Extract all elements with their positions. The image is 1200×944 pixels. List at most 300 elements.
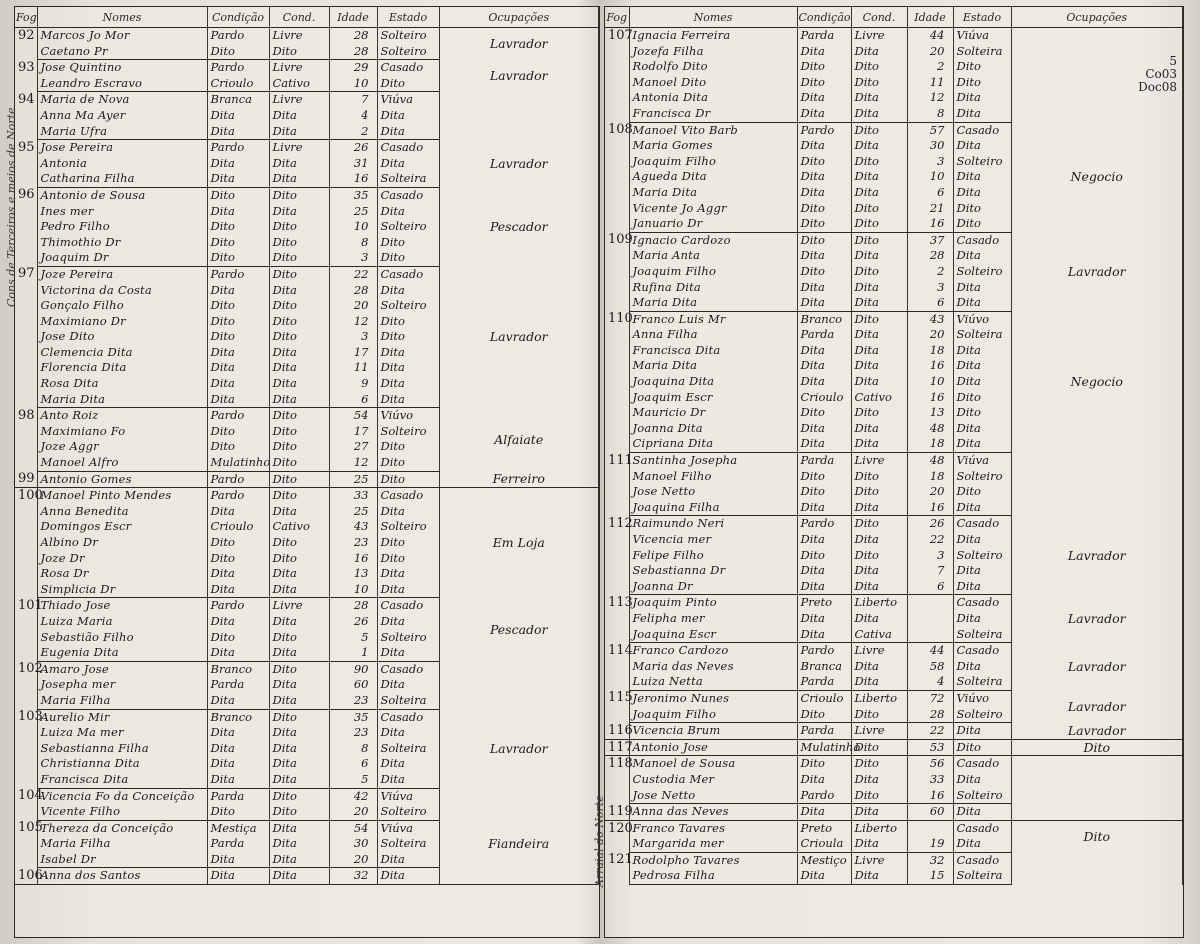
person-marital: Solteira	[953, 674, 1011, 690]
person-age: 44	[907, 28, 953, 44]
person-name: Antonia	[37, 156, 207, 172]
person-name: Maria das Neves	[629, 659, 797, 675]
person-age: 20	[907, 44, 953, 60]
person-name: Joaquim Filho	[629, 264, 797, 280]
person-name: Simplicia Dr	[37, 582, 207, 598]
person-condition: Dita	[797, 421, 851, 437]
person-name: Jose Dito	[37, 329, 207, 345]
person-status: Livre	[269, 60, 329, 76]
person-name: Luiza Ma mer	[37, 725, 207, 741]
household-occupation: Lavrador	[1011, 232, 1183, 311]
person-status: Dito	[851, 707, 907, 723]
person-status: Dita	[269, 108, 329, 124]
person-condition: Branca	[797, 659, 851, 675]
person-status: Dita	[851, 138, 907, 154]
person-condition: Dito	[797, 707, 851, 723]
person-status: Dita	[269, 392, 329, 408]
person-condition: Dito	[797, 756, 851, 772]
household-occupation: Ferreiro	[439, 471, 599, 488]
household-occupation: Dito	[1011, 820, 1183, 852]
person-status: Dito	[269, 455, 329, 471]
person-age: 33	[907, 772, 953, 788]
person-marital: Dito	[377, 439, 439, 455]
person-age: 8	[329, 741, 377, 757]
person-condition: Dita	[797, 611, 851, 627]
person-marital: Dito	[953, 75, 1011, 91]
person-age: 29	[329, 60, 377, 76]
person-name: Maria de Nova	[37, 92, 207, 108]
person-name: Vicencia mer	[629, 532, 797, 548]
person-age: 56	[907, 756, 953, 772]
person-marital: Dita	[377, 868, 439, 885]
person-condition: Preto	[797, 595, 851, 611]
household-occupation: Lavrador	[1011, 690, 1183, 722]
person-marital: Dita	[953, 772, 1011, 788]
person-marital: Casado	[377, 266, 439, 282]
header-nome: Nomes	[37, 7, 207, 28]
person-condition: Dita	[207, 741, 269, 757]
person-status: Dito	[851, 484, 907, 500]
person-name: Maria Filha	[37, 693, 207, 709]
person-marital: Viúva	[953, 28, 1011, 44]
person-condition: Pardo	[207, 266, 269, 282]
header-row	[605, 7, 1183, 28]
person-condition: Dita	[797, 804, 851, 821]
person-age	[907, 595, 953, 611]
person-condition: Mestiço	[797, 852, 851, 868]
person-age: 3	[907, 548, 953, 564]
household-number: 120	[605, 820, 629, 852]
person-age: 10	[907, 374, 953, 390]
household-block	[15, 266, 599, 407]
person-age: 6	[907, 295, 953, 311]
person-row	[605, 516, 1183, 532]
person-age: 27	[329, 439, 377, 455]
person-name: Manoel Dito	[629, 75, 797, 91]
person-name: Pedro Filho	[37, 219, 207, 235]
person-marital: Dita	[377, 645, 439, 661]
person-age: 26	[329, 614, 377, 630]
person-marital: Dita	[377, 204, 439, 220]
person-condition: Pardo	[207, 598, 269, 614]
person-name: Joze Pereira	[37, 266, 207, 282]
person-status: Dita	[269, 868, 329, 885]
person-marital: Dita	[953, 138, 1011, 154]
person-marital: Solteiro	[953, 154, 1011, 170]
person-marital: Casado	[953, 820, 1011, 836]
person-condition: Dita	[797, 138, 851, 154]
person-name: Catharina Filha	[37, 171, 207, 187]
household-occupation	[1011, 804, 1183, 821]
person-name: Felipe Filho	[629, 548, 797, 564]
header-ocupacao: Ocupações	[439, 7, 599, 28]
person-marital: Casado	[377, 488, 439, 504]
person-age: 5	[329, 630, 377, 646]
person-row	[605, 852, 1183, 868]
person-row	[605, 122, 1183, 138]
person-name: Marcos Jo Mor	[37, 28, 207, 44]
person-status: Livre	[269, 140, 329, 156]
person-status: Liberto	[851, 820, 907, 836]
person-condition: Dito	[797, 484, 851, 500]
person-age	[907, 820, 953, 836]
household-block	[605, 643, 1183, 691]
person-name: Manoel Alfro	[37, 455, 207, 471]
person-marital: Dita	[953, 532, 1011, 548]
person-name: Rosa Dita	[37, 376, 207, 392]
person-name: Francisca Dita	[37, 772, 207, 788]
household-block	[605, 820, 1183, 852]
person-age: 6	[329, 392, 377, 408]
person-marital: Dita	[953, 90, 1011, 106]
person-name: Maria Filha	[37, 836, 207, 852]
household-block	[15, 709, 599, 788]
person-age: 12	[329, 314, 377, 330]
person-age: 13	[329, 566, 377, 582]
person-condition: Dito	[797, 59, 851, 75]
person-marital: Dito	[377, 535, 439, 551]
person-marital: Solteiro	[377, 424, 439, 440]
person-condition: Pardo	[207, 60, 269, 76]
person-status: Dito	[269, 551, 329, 567]
person-name: Amaro Jose	[37, 661, 207, 677]
person-marital: Dito	[953, 739, 1011, 756]
person-age: 60	[329, 677, 377, 693]
person-marital: Solteiro	[377, 630, 439, 646]
person-status: Livre	[269, 28, 329, 44]
header-ocupacao: Ocupações	[1011, 7, 1183, 28]
person-condition: Dito	[797, 264, 851, 280]
person-marital: Dito	[377, 314, 439, 330]
household-occupation: Lavrador	[439, 266, 599, 407]
person-condition: Dita	[797, 563, 851, 579]
person-marital: Dita	[953, 295, 1011, 311]
person-status: Dita	[851, 374, 907, 390]
person-status: Dita	[269, 360, 329, 376]
household-occupation: Lavrador	[1011, 723, 1183, 740]
person-name: Anna Ma Ayer	[37, 108, 207, 124]
person-age: 25	[329, 204, 377, 220]
household-block	[15, 471, 599, 488]
person-marital: Dita	[953, 804, 1011, 821]
household-occupation: Pescador	[439, 598, 599, 661]
person-name: Jose Pereira	[37, 140, 207, 156]
person-marital: Dita	[953, 836, 1011, 852]
person-status: Livre	[851, 723, 907, 740]
person-marital: Casado	[953, 643, 1011, 659]
person-age: 54	[329, 820, 377, 836]
household-occupation	[439, 661, 599, 709]
person-condition: Dita	[207, 772, 269, 788]
person-marital: Solteiro	[377, 519, 439, 535]
person-age: 22	[907, 723, 953, 740]
person-status: Dita	[269, 772, 329, 788]
person-status: Dita	[851, 44, 907, 60]
household-occupation	[1011, 453, 1183, 516]
household-block	[15, 598, 599, 661]
household-block	[15, 92, 599, 140]
person-condition: Parda	[797, 453, 851, 469]
person-status: Dito	[851, 516, 907, 532]
person-marital: Casado	[953, 122, 1011, 138]
person-marital: Dito	[953, 405, 1011, 421]
person-status: Dita	[851, 836, 907, 852]
person-marital: Casado	[377, 709, 439, 725]
person-name: Anna das Neves	[629, 804, 797, 821]
household-number: 97	[15, 266, 37, 407]
person-condition: Dita	[207, 645, 269, 661]
person-condition: Parda	[207, 788, 269, 804]
person-name: Vicente Jo Aggr	[629, 201, 797, 217]
person-condition: Dito	[207, 187, 269, 203]
household-block	[15, 28, 599, 60]
person-status: Dita	[269, 820, 329, 836]
household-block	[605, 516, 1183, 595]
person-marital: Solteira	[953, 327, 1011, 343]
person-status: Liberto	[851, 595, 907, 611]
person-age: 8	[329, 235, 377, 251]
person-status: Cativo	[851, 390, 907, 406]
person-name: Joaquina Escr	[629, 627, 797, 643]
person-marital: Dito	[953, 484, 1011, 500]
person-marital: Dito	[377, 471, 439, 488]
person-status: Dita	[269, 345, 329, 361]
person-status: Dito	[851, 232, 907, 248]
person-name: Thiado Jose	[37, 598, 207, 614]
header-fogo: Fog	[15, 7, 37, 28]
person-age: 28	[329, 44, 377, 60]
person-age: 16	[329, 551, 377, 567]
person-condition: Dito	[797, 405, 851, 421]
person-status: Dita	[851, 327, 907, 343]
person-status: Dito	[269, 314, 329, 330]
person-marital: Dito	[953, 216, 1011, 232]
person-status: Dito	[269, 709, 329, 725]
household-number: 115	[605, 690, 629, 722]
person-age: 53	[907, 739, 953, 756]
person-age: 11	[907, 75, 953, 91]
person-row	[605, 723, 1183, 740]
person-status: Dita	[269, 645, 329, 661]
household-number: 121	[605, 852, 629, 884]
person-name: Joaquim Pinto	[629, 595, 797, 611]
household-number: 110	[605, 311, 629, 452]
person-name: Rodolpho Tavares	[629, 852, 797, 868]
person-condition: Crioula	[797, 836, 851, 852]
person-marital: Dita	[377, 756, 439, 772]
person-age: 13	[907, 405, 953, 421]
person-age: 3	[329, 250, 377, 266]
person-row	[15, 471, 599, 488]
household-number: 93	[15, 60, 37, 92]
person-name: Joaquim Filho	[629, 154, 797, 170]
person-name: Aurelio Mir	[37, 709, 207, 725]
person-name: Felipha mer	[629, 611, 797, 627]
left-page	[5, 6, 600, 938]
person-status: Livre	[269, 92, 329, 108]
household-block	[605, 690, 1183, 722]
person-name: Anto Roiz	[37, 408, 207, 424]
person-marital: Dita	[953, 358, 1011, 374]
person-condition: Parda	[797, 327, 851, 343]
person-name: Joze Aggr	[37, 439, 207, 455]
household-block	[605, 852, 1183, 884]
person-marital: Solteiro	[377, 804, 439, 820]
header-estado: Estado	[953, 7, 1011, 28]
household-number: 107	[605, 28, 629, 123]
person-marital: Dita	[377, 376, 439, 392]
person-condition: Dito	[797, 75, 851, 91]
person-name: Joze Dr	[37, 551, 207, 567]
stamp-line: 5	[1169, 54, 1177, 68]
person-condition: Pardo	[797, 788, 851, 804]
person-status: Dita	[269, 582, 329, 598]
person-status: Dita	[269, 677, 329, 693]
person-marital: Casado	[953, 516, 1011, 532]
person-condition: Parda	[797, 28, 851, 44]
person-name: Florencia Dita	[37, 360, 207, 376]
person-marital: Viúva	[953, 453, 1011, 469]
person-marital: Dita	[377, 108, 439, 124]
person-condition: Parda	[797, 674, 851, 690]
person-marital: Solteiro	[953, 788, 1011, 804]
person-age: 20	[329, 298, 377, 314]
person-condition: Dito	[797, 548, 851, 564]
person-status: Dito	[851, 154, 907, 170]
person-row	[15, 820, 599, 836]
person-age: 4	[907, 674, 953, 690]
household-block	[15, 60, 599, 92]
person-condition: Preto	[797, 820, 851, 836]
household-occupation: Negocio	[1011, 122, 1183, 232]
person-status: Dita	[269, 836, 329, 852]
person-name: Vicencia Brum	[629, 723, 797, 740]
household-block	[605, 311, 1183, 452]
person-age: 8	[907, 106, 953, 122]
person-name: Manoel Vito Barb	[629, 122, 797, 138]
person-age: 1	[329, 645, 377, 661]
person-age: 54	[329, 408, 377, 424]
person-status: Dito	[851, 59, 907, 75]
person-name: Rosa Dr	[37, 566, 207, 582]
person-condition: Dita	[797, 90, 851, 106]
person-marital: Casado	[377, 598, 439, 614]
household-block	[605, 804, 1183, 821]
person-name: Joaquina Filha	[629, 500, 797, 516]
person-status: Dito	[851, 788, 907, 804]
person-status: Dito	[269, 471, 329, 488]
person-condition: Crioulo	[207, 519, 269, 535]
person-name: Francisca Dita	[629, 343, 797, 359]
person-name: Franco Tavares	[629, 820, 797, 836]
person-marital: Solteiro	[377, 298, 439, 314]
person-name: Clemencia Dita	[37, 345, 207, 361]
person-condition: Crioulo	[797, 690, 851, 706]
person-name: Sebastião Filho	[37, 630, 207, 646]
person-status: Dita	[851, 868, 907, 884]
person-status: Dito	[851, 311, 907, 327]
person-marital: Solteira	[377, 836, 439, 852]
person-name: Custodia Mer	[629, 772, 797, 788]
header-estado: Estado	[377, 7, 439, 28]
household-occupation: Negocio	[1011, 311, 1183, 452]
person-status: Dito	[269, 44, 329, 60]
household-block	[15, 820, 599, 868]
person-age: 25	[329, 471, 377, 488]
person-marital: Dita	[953, 169, 1011, 185]
person-condition: Dita	[207, 725, 269, 741]
person-name: Mauricio Dr	[629, 405, 797, 421]
person-condition: Branco	[207, 661, 269, 677]
person-name: Luiza Netta	[629, 674, 797, 690]
person-name: Franco Cardozo	[629, 643, 797, 659]
person-condition: Dito	[207, 424, 269, 440]
person-age: 10	[329, 219, 377, 235]
household-number: 101	[15, 598, 37, 661]
person-row	[15, 868, 599, 885]
household-number: 102	[15, 661, 37, 709]
person-name: Ignacio Cardozo	[629, 232, 797, 248]
person-age: 3	[907, 154, 953, 170]
person-status: Dita	[269, 741, 329, 757]
person-status: Dita	[851, 772, 907, 788]
person-name: Ines mer	[37, 204, 207, 220]
household-number: 116	[605, 723, 629, 740]
household-block	[605, 122, 1183, 232]
person-marital: Solteira	[953, 44, 1011, 60]
person-age: 18	[907, 469, 953, 485]
person-status: Dito	[851, 201, 907, 217]
right-page	[593, 6, 1184, 938]
person-status: Dita	[851, 90, 907, 106]
person-row	[15, 140, 599, 156]
person-age: 10	[329, 582, 377, 598]
person-condition: Dita	[207, 614, 269, 630]
person-age: 22	[329, 266, 377, 282]
person-name: Antonio Gomes	[37, 471, 207, 488]
person-age: 16	[907, 358, 953, 374]
household-block	[15, 408, 599, 471]
person-name: Anna dos Santos	[37, 868, 207, 885]
person-status: Dita	[269, 124, 329, 140]
person-row	[15, 92, 599, 108]
person-status: Dito	[851, 739, 907, 756]
person-age: 20	[907, 484, 953, 500]
household-occupation: Lavrador	[1011, 643, 1183, 691]
person-name: Josepha mer	[37, 677, 207, 693]
census-table-right	[605, 7, 1183, 885]
person-name: Januario Dr	[629, 216, 797, 232]
person-age: 22	[907, 532, 953, 548]
household-number: 100	[15, 488, 37, 598]
person-age: 3	[907, 280, 953, 296]
person-status: Dita	[269, 283, 329, 299]
person-age: 2	[329, 124, 377, 140]
person-age: 5	[329, 772, 377, 788]
person-marital: Dita	[377, 124, 439, 140]
person-condition: Mulatinho	[797, 739, 851, 756]
person-status: Dita	[269, 725, 329, 741]
person-name: Luiza Maria	[37, 614, 207, 630]
person-marital: Solteira	[377, 171, 439, 187]
person-name: Maria Dita	[37, 392, 207, 408]
person-age: 11	[329, 360, 377, 376]
person-marital: Dita	[377, 345, 439, 361]
person-status: Dita	[851, 674, 907, 690]
person-status: Dita	[269, 756, 329, 772]
person-condition: Pardo	[797, 516, 851, 532]
person-name: Raimundo Neri	[629, 516, 797, 532]
